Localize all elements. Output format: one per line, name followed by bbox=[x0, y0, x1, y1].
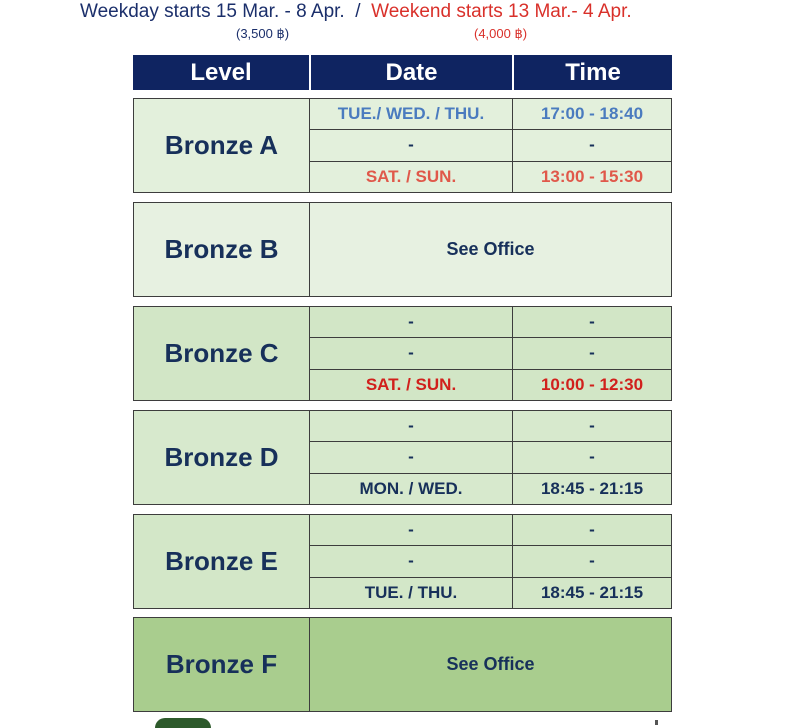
level-block-bronze-b bbox=[133, 202, 672, 297]
schedule-row bbox=[310, 161, 671, 192]
time-cell: 17:00 - 18:40 bbox=[540, 104, 644, 124]
time-cell: - bbox=[589, 312, 595, 332]
schedule-row bbox=[310, 411, 671, 441]
schedule-row bbox=[310, 337, 671, 368]
time-cell: - bbox=[589, 343, 595, 363]
time-cell: - bbox=[589, 551, 595, 571]
schedule-header-line bbox=[80, 0, 632, 26]
schedule-rows bbox=[310, 99, 671, 192]
date-cell: TUE./ WED. / THU. bbox=[310, 99, 513, 129]
level-block-bronze-d bbox=[133, 410, 672, 505]
level-block-bronze-e bbox=[133, 514, 672, 609]
schedule-row bbox=[310, 99, 671, 129]
weekend-dates: Weekend starts 13 Mar.- 4 Apr. bbox=[371, 1, 632, 22]
level-block-bronze-f bbox=[133, 617, 672, 712]
date-cell: - bbox=[310, 442, 513, 472]
time-cell: 18:45 - 21:15 bbox=[540, 582, 644, 602]
weekday-price: (3,500 ฿) bbox=[236, 26, 290, 41]
time-cell: 13:00 - 15:30 bbox=[540, 166, 644, 186]
level-block-bronze-a bbox=[133, 98, 672, 193]
date-cell: - bbox=[310, 411, 513, 441]
date-cell: - bbox=[310, 130, 513, 160]
date-cell: MON. / WED. bbox=[310, 474, 513, 504]
level-name: Bronze E bbox=[134, 515, 310, 608]
date-cell: SAT. / SUN. bbox=[310, 370, 513, 400]
date-cell: - bbox=[310, 338, 513, 368]
date-cell: - bbox=[310, 546, 513, 576]
column-header-date: Date bbox=[309, 55, 512, 90]
schedule-row bbox=[310, 129, 671, 160]
schedule-rows bbox=[310, 307, 671, 400]
time-cell: - bbox=[589, 520, 595, 540]
level-name: Bronze C bbox=[134, 307, 310, 400]
level-name: Bronze D bbox=[134, 411, 310, 504]
see-office-note: See Office bbox=[446, 239, 535, 259]
decorative-mark bbox=[655, 720, 658, 725]
date-cell: - bbox=[310, 307, 513, 337]
weekend-price: (4,000 ฿) bbox=[474, 26, 528, 41]
time-cell: - bbox=[589, 447, 595, 467]
date-cell: SAT. / SUN. bbox=[310, 162, 513, 192]
logo-fragment bbox=[155, 718, 211, 728]
date-cell: - bbox=[310, 515, 513, 545]
schedule-row bbox=[310, 473, 671, 504]
time-cell: - bbox=[589, 135, 595, 155]
time-cell: - bbox=[589, 416, 595, 436]
schedule-row bbox=[310, 441, 671, 472]
level-name: Bronze B bbox=[134, 203, 310, 296]
schedule-row bbox=[310, 577, 671, 608]
time-cell: 18:45 - 21:15 bbox=[540, 478, 644, 498]
schedule-row bbox=[310, 369, 671, 400]
schedule-row bbox=[310, 545, 671, 576]
header-separator: / bbox=[344, 1, 372, 22]
level-name: Bronze A bbox=[134, 99, 310, 192]
schedule-rows bbox=[310, 515, 671, 608]
schedule-rows bbox=[310, 411, 671, 504]
time-cell: 10:00 - 12:30 bbox=[540, 374, 644, 394]
column-header-level: Level bbox=[190, 58, 252, 86]
see-office-note: See Office bbox=[446, 654, 535, 674]
table-header bbox=[133, 55, 672, 90]
date-cell: TUE. / THU. bbox=[310, 578, 513, 608]
level-name: Bronze F bbox=[134, 618, 310, 711]
column-header-time: Time bbox=[512, 55, 672, 90]
schedule-row bbox=[310, 307, 671, 337]
schedule-row bbox=[310, 515, 671, 545]
weekday-dates: Weekday starts 15 Mar. - 8 Apr. bbox=[80, 1, 345, 22]
level-block-bronze-c bbox=[133, 306, 672, 401]
